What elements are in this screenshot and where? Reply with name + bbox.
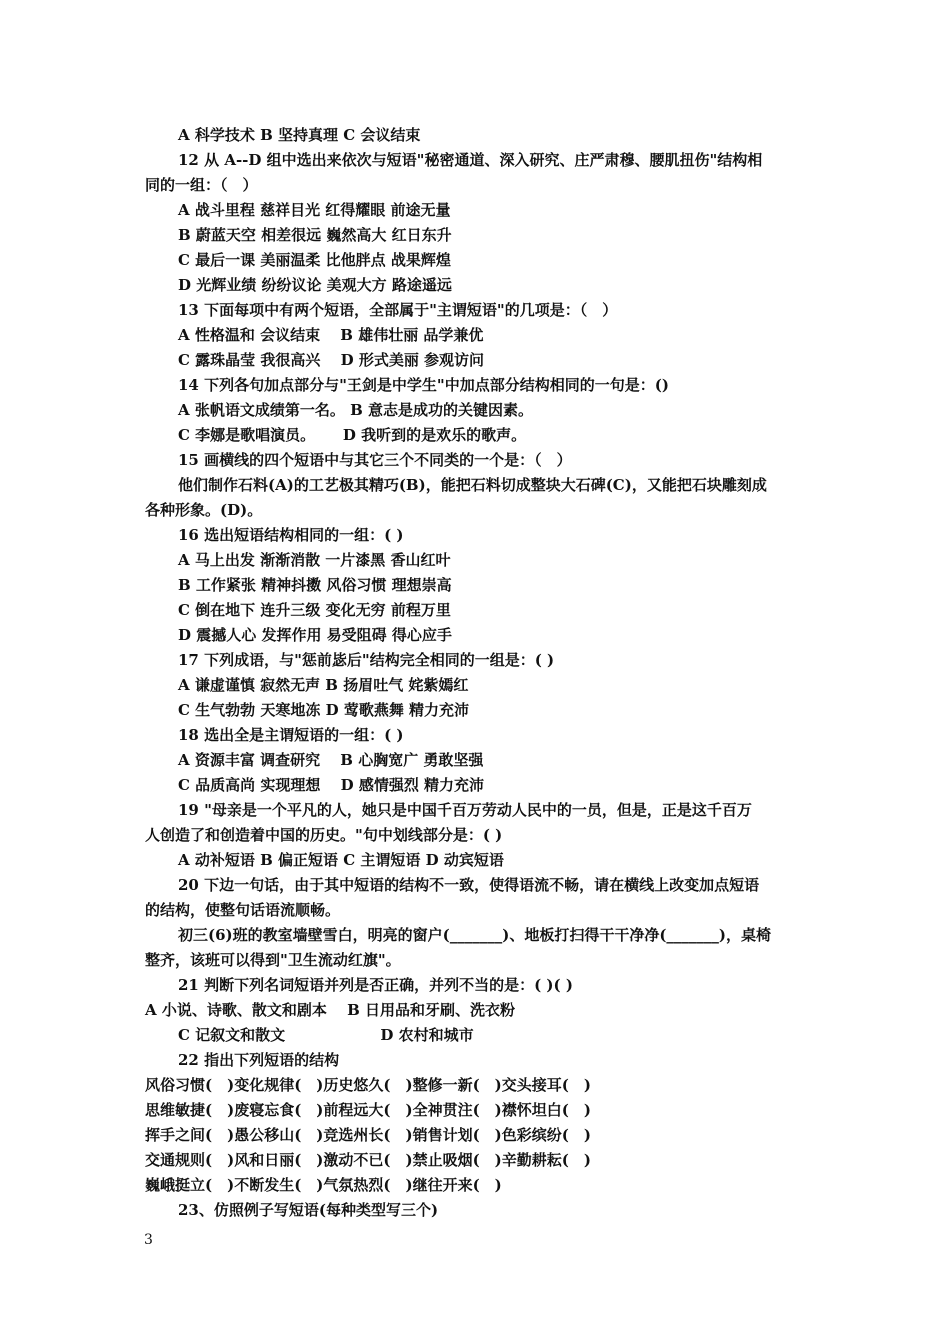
question-14: 14 下列各句加点部分与"王剑是中学生"中加点部分结构相同的一句是：() (178, 376, 669, 394)
question-15: 15 画横线的四个短语中与其它三个不同类的一个是：（ ） (178, 451, 572, 469)
text-line: 他们制作石料(A)的工艺极其精巧(B)，能把石料切成整块大石碑(C)，又能把石块雕刻成 (178, 476, 767, 494)
options-cd: C 品质高尚 实现理想 D 感情强烈 精力充沛 (178, 776, 485, 794)
options-ab: A 谦虚谨慎 寂然无声 B 扬眉吐气 姹紫嫣红 (178, 676, 469, 694)
question-16: 16 选出短语结构相同的一组：( ) (178, 526, 404, 544)
option-a: A 马上出发 渐渐消散 一片漆黑 香山红叶 (178, 551, 451, 569)
options-ab: A 性格温和 会议结束 B 雄伟壮丽 品学兼优 (178, 326, 484, 344)
options-cd: C 李娜是歌唱演员。 D 我听到的是欢乐的歌声。 (178, 426, 527, 444)
option-d: D 光辉业绩 纷纷议论 美观大方 路途遥远 (178, 276, 452, 294)
options-ab: A 资源丰富 调查研究 B 心胸宽广 勇敢坚强 (178, 751, 484, 769)
text-line: 初三(6)班的教室墙壁雪白，明亮的窗户(_______)、地板打扫得干干净净(_______)，桌椅 (178, 926, 772, 944)
option-c: C 倒在地下 连升三级 变化无穷 前程万里 (178, 601, 451, 619)
phrase-row: 风俗习惯( )变化规律( )历史悠久( )整修一新( )交头接耳( ) (145, 1076, 591, 1094)
page-number: 3 (144, 1232, 153, 1248)
text-line: 各种形象。(D)。 (145, 501, 263, 519)
phrase-row: 交通规则( )风和日丽( )激动不已( )禁止吸烟( )辛勤耕耘( ) (145, 1151, 591, 1169)
text-line: 同的一组：（ ） (145, 176, 258, 194)
question-19: 19 "母亲是一个平凡的人，她只是中国千百万劳动人民中的一员，但是，正是这千百万 (178, 801, 752, 819)
options-cd: C 记叙文和散文 D 农村和城市 (178, 1026, 474, 1044)
phrase-row: 巍峨挺立( )不断发生( )气氛热烈( )继往开来( ) (145, 1176, 502, 1194)
option-b: B 蔚蓝天空 相差很远 巍然高大 红日东升 (178, 226, 452, 244)
phrase-row: 挥手之间( )愚公移山( )竞选州长( )销售计划( )色彩缤纷( ) (145, 1126, 591, 1144)
question-21: 21 判断下列名词短语并列是否正确，并列不当的是：( )( ) (178, 976, 573, 994)
question-23: 23、仿照例子写短语(每种类型写三个) (178, 1201, 439, 1219)
options-ab: A 小说、诗歌、散文和剧本 B 日用品和牙刷、洗衣粉 (145, 1001, 515, 1019)
option-a: A 战斗里程 慈祥目光 红得耀眼 前途无量 (178, 201, 451, 219)
option-b: B 工作紧张 精神抖擞 风俗习惯 理想崇高 (178, 576, 452, 594)
option-d: D 震撼人心 发挥作用 易受阻碍 得心应手 (178, 626, 452, 644)
text-line: 整齐，该班可以得到"卫生流动红旗"。 (145, 951, 401, 969)
options-abcd: A 动补短语 B 偏正短语 C 主谓短语 D 动宾短语 (178, 851, 504, 869)
question-17: 17 下列成语，与"惩前毖后"结构完全相同的一组是：( ) (178, 651, 555, 669)
text-line: 人创造了和创造着中国的历史。"句中划线部分是：( ) (145, 826, 503, 844)
question-20: 20 下边一句话，由于其中短语的结构不一致，使得语流不畅，请在横线上改变加点短语 (178, 876, 760, 894)
options-ab: A 张帆语文成绩第一名。 B 意志是成功的关键因素。 (178, 401, 533, 419)
question-12: 12 从 A--D 组中选出来依次与短语"秘密通道、深入研究、庄严肃穆、腰肌扭伤"结构相 (178, 151, 763, 169)
phrase-row: 思维敏捷( )废寝忘食( )前程远大( )全神贯注( )襟怀坦白( ) (145, 1101, 591, 1119)
option-c: C 最后一课 美丽温柔 比他胖点 战果辉煌 (178, 251, 451, 269)
question-18: 18 选出全是主谓短语的一组：( ) (178, 726, 404, 744)
options-cd: C 生气勃勃 天寒地冻 D 莺歌燕舞 精力充沛 (178, 701, 470, 719)
question-13: 13 下面每项中有两个短语，全部属于"主谓短语"的几项是：（ ） (178, 301, 618, 319)
text-line: A 科学技术 B 坚持真理 C 会议结束 (178, 126, 421, 144)
text-line: 的结构，使整句话语流顺畅。 (145, 901, 341, 919)
question-22: 22 指出下列短语的结构 (178, 1051, 340, 1069)
options-cd: C 露珠晶莹 我很高兴 D 形式美丽 参观访问 (178, 351, 485, 369)
